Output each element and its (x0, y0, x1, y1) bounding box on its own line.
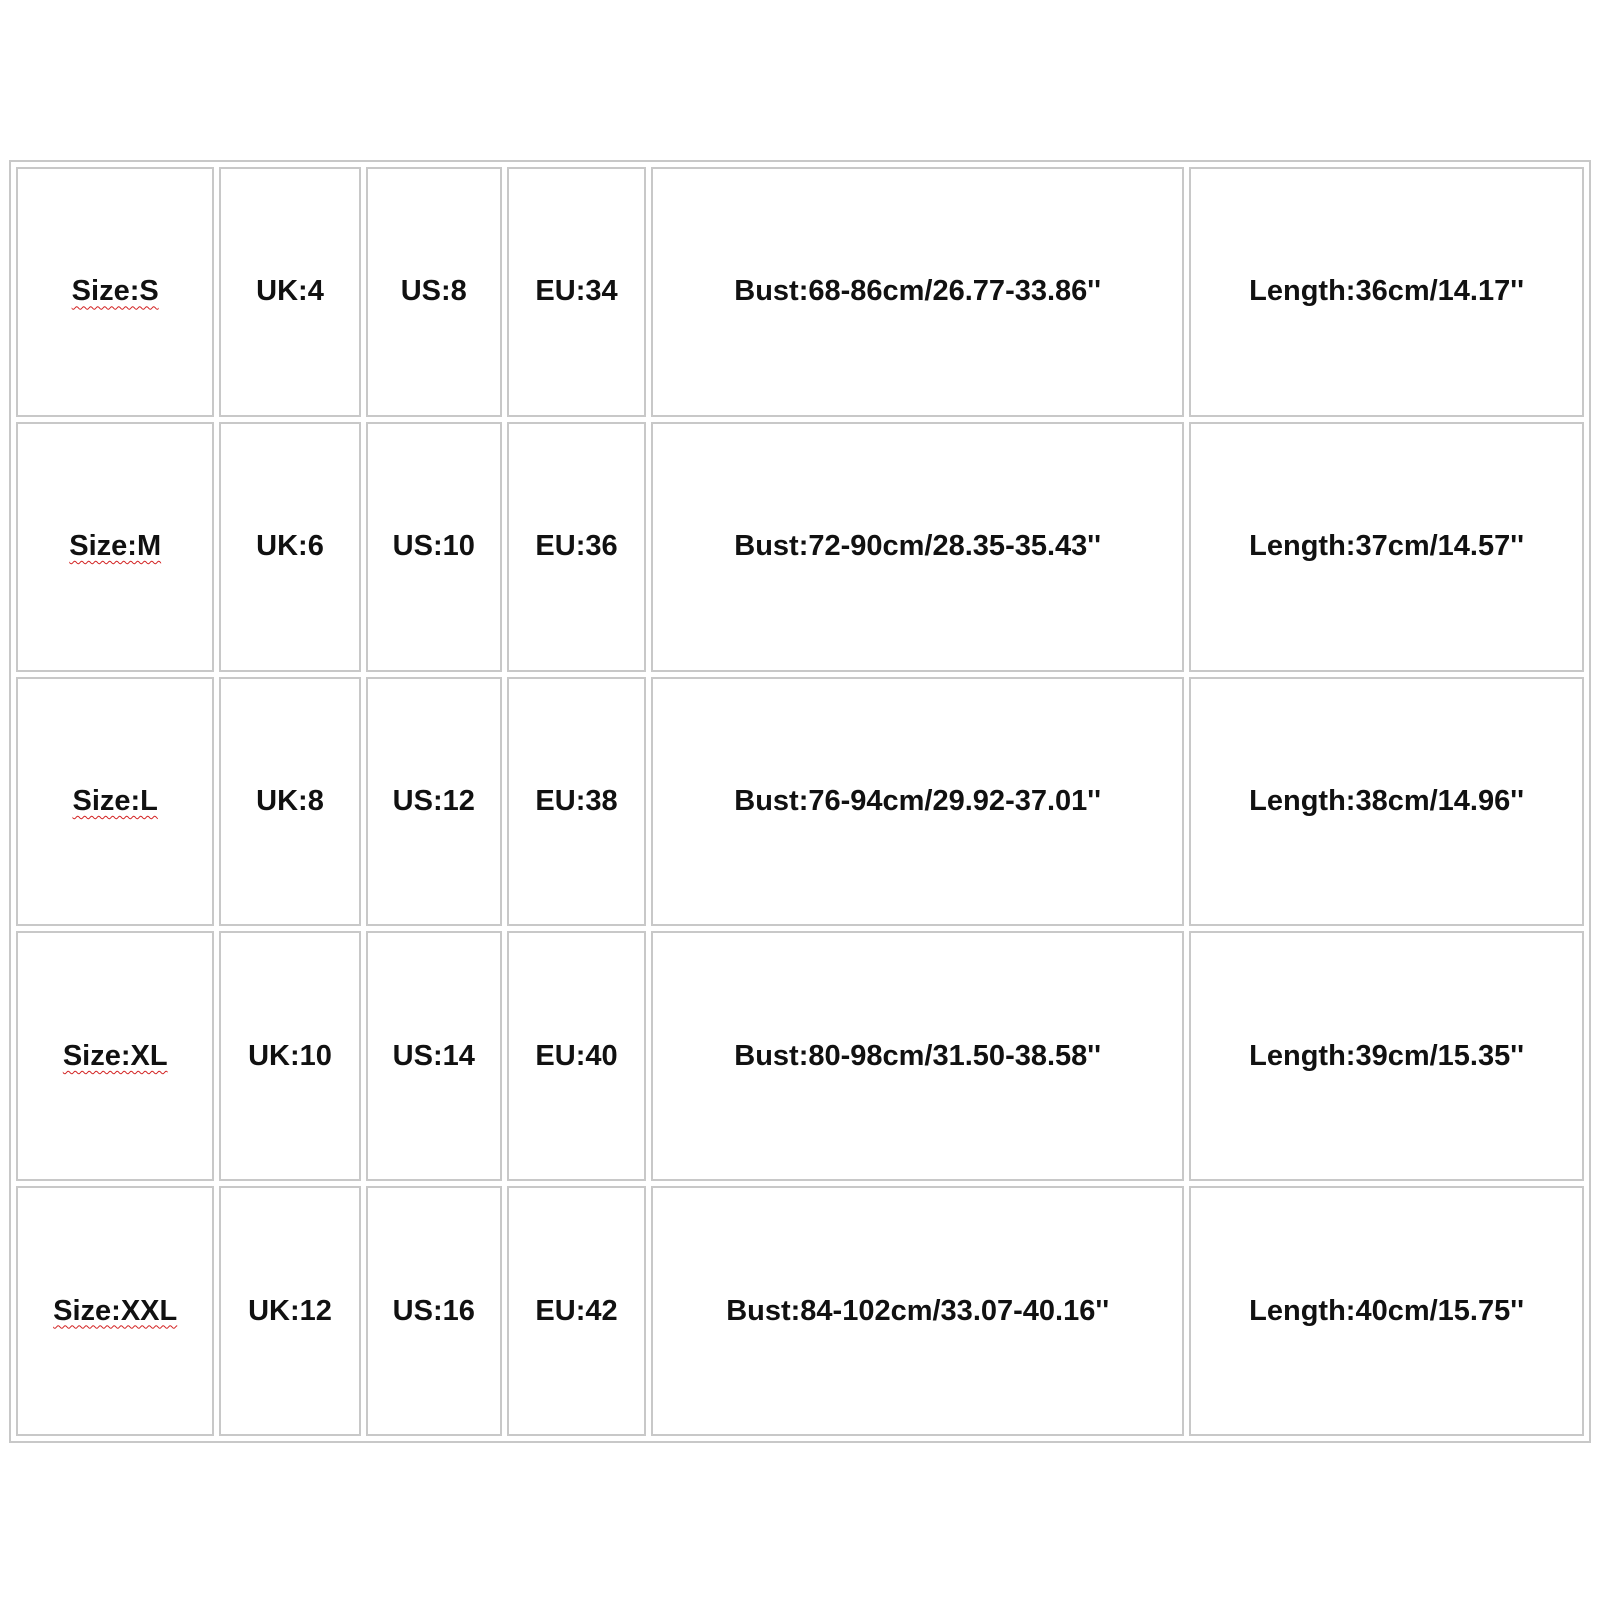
table-row (16, 167, 1584, 417)
size-label: Size:L (72, 784, 158, 817)
size-cell (16, 167, 214, 417)
eu-cell: EU:34 (507, 167, 646, 417)
eu-cell: EU:38 (507, 677, 646, 927)
size-chart (9, 160, 1591, 1443)
table-row (16, 1186, 1584, 1436)
eu-cell: EU:36 (507, 422, 646, 672)
uk-cell: UK:8 (219, 677, 360, 927)
length-cell: Length:37cm/14.57'' (1189, 422, 1584, 672)
us-cell: US:8 (366, 167, 502, 417)
size-label: Size:XL (62, 1039, 168, 1072)
eu-cell: EU:40 (507, 931, 646, 1181)
bust-cell: Bust:76-94cm/29.92-37.01'' (651, 677, 1184, 927)
us-cell: US:12 (366, 677, 502, 927)
us-cell: US:16 (366, 1186, 502, 1436)
size-label: Size:M (69, 530, 162, 563)
us-cell: US:14 (366, 931, 502, 1181)
table-row (16, 677, 1584, 927)
size-cell (16, 1186, 214, 1436)
size-cell (16, 931, 214, 1181)
bust-cell: Bust:72-90cm/28.35-35.43'' (651, 422, 1184, 672)
length-cell: Length:36cm/14.17'' (1189, 167, 1584, 417)
length-cell: Length:39cm/15.35'' (1189, 931, 1584, 1181)
us-cell: US:10 (366, 422, 502, 672)
uk-cell: UK:6 (219, 422, 360, 672)
table-row (16, 422, 1584, 672)
size-label: Size:XXL (53, 1294, 178, 1327)
size-table (11, 162, 1589, 1441)
bust-cell: Bust:80-98cm/31.50-38.58'' (651, 931, 1184, 1181)
bust-cell: Bust:84-102cm/33.07-40.16'' (651, 1186, 1184, 1436)
size-cell (16, 422, 214, 672)
eu-cell: EU:42 (507, 1186, 646, 1436)
length-cell: Length:38cm/14.96'' (1189, 677, 1584, 927)
size-label: Size:S (71, 275, 159, 308)
size-cell (16, 677, 214, 927)
table-row (16, 931, 1584, 1181)
uk-cell: UK:12 (219, 1186, 360, 1436)
uk-cell: UK:10 (219, 931, 360, 1181)
length-cell: Length:40cm/15.75'' (1189, 1186, 1584, 1436)
uk-cell: UK:4 (219, 167, 360, 417)
bust-cell: Bust:68-86cm/26.77-33.86'' (651, 167, 1184, 417)
